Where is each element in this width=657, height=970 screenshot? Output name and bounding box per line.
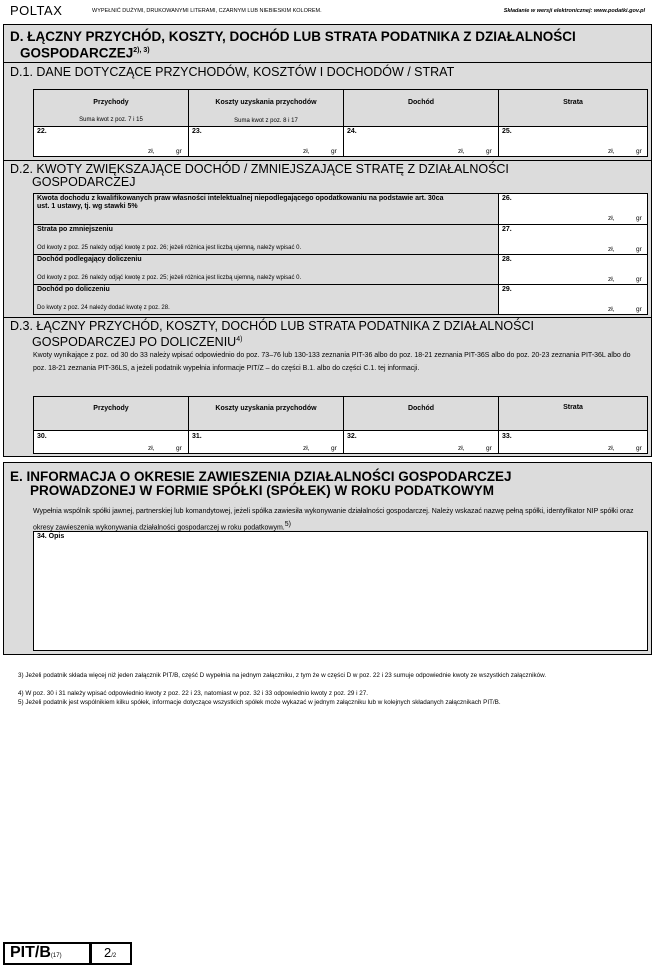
field-33-number: 33. (502, 433, 512, 440)
field-23-gr: gr (331, 148, 337, 155)
field-24[interactable] (343, 126, 499, 157)
field-30-gr: gr (176, 445, 182, 452)
section-d-title-line2: GOSPODARCZEJ (20, 45, 134, 61)
field-22-zl: zł, (148, 148, 155, 155)
field-32[interactable] (343, 430, 499, 454)
section-d-footnote-ref: 2), 3) (133, 47, 150, 54)
section-e-footnote-ref: 5) (284, 521, 291, 528)
field-31-zl: zł, (303, 445, 310, 452)
d3-col-label-dochod: Dochód (407, 405, 435, 412)
field-32-gr: gr (486, 445, 492, 452)
field-22-gr: gr (176, 148, 182, 155)
field-26[interactable] (498, 193, 648, 225)
d1-col-header-strata (498, 89, 648, 127)
field-28-number: 28. (502, 256, 512, 263)
field-34-label: 34. Opis (37, 533, 65, 540)
subsection-d2-title-line1: D.2. KWOTY ZWIĘKSZAJĄCE DOCHÓD / ZMNIEJSZAJĄCE STRATĘ Z DZIAŁALNOŚCI (10, 162, 509, 176)
field-29-gr: gr (636, 306, 642, 313)
d3-col-label-koszty: Koszty uzyskania przychodów (215, 405, 317, 412)
field-33[interactable] (498, 430, 648, 454)
field-25[interactable] (498, 126, 648, 157)
section-e-description-text: Wypełnia wspólnik spółki jawnej, partnerskiej lub komandytowej, jeżeli spółka zawiesiła wykonywanie działalności gospodarczej. Należy wskazać nazwę pełną spółki, identyfikator NIP spółki oraz okresy zawieszenia wykonywania działalności gospodarczej w roku podatkowym. (33, 508, 634, 532)
d3-col-header-strata (498, 396, 648, 431)
d2-row-28-label: Dochód podlegający doliczeniu (37, 256, 142, 263)
d2-row-29-label: Dochód po doliczeniu (37, 286, 110, 293)
field-27-zl: zł, (608, 246, 615, 253)
field-29-number: 29. (502, 286, 512, 293)
section-e-title (10, 470, 650, 498)
d1-note-przychody: Suma kwot z poz. 7 i 15 (79, 117, 143, 123)
field-23-zl: zł, (303, 148, 310, 155)
d3-intro: Kwoty wynikające z poz. od 30 do 33 należy wpisać odpowiednio do poz. 73–76 lub 130-133 zeznania PIT-36 albo do poz. 18-21 zeznania PIT-36S albo do poz. 20-23 zeznania PIT-36L albo do poz. 18-21 zeznania PIT-36LS, a jeżeli podatnik wypełnia informacje PIT/Z – do części B.1. albo do części C.1. tej informacji. (33, 352, 631, 372)
field-31-gr: gr (331, 445, 337, 452)
d3-footnote-ref: 4) (236, 336, 243, 343)
brand: POLTAX (10, 3, 63, 18)
section-d-title (10, 30, 650, 61)
field-22-number: 22. (37, 128, 47, 135)
d3-col-label-przychody: Przychody (93, 405, 129, 412)
field-31-number: 31. (192, 433, 202, 440)
field-30[interactable] (33, 430, 189, 454)
page-total: /2 (111, 953, 117, 959)
page-number (104, 945, 116, 960)
field-25-gr: gr (636, 148, 642, 155)
d2-row-26-label: Kwota dochodu z kwalifikowanych praw własności intelektualnej niepodlegającego opodatkowaniu na podstawie art. 30ca ust. 1 ustawy, tj. wg stawki 5% (37, 195, 444, 210)
field-30-zl: zł, (148, 445, 155, 452)
field-27[interactable] (498, 224, 648, 255)
field-33-zl: zł, (608, 445, 615, 452)
section-e-description (33, 505, 647, 534)
d1-col-label-dochod: Dochód (407, 99, 435, 106)
field-26-zl: zł, (608, 215, 615, 222)
field-27-gr: gr (636, 246, 642, 253)
field-29-zl: zł, (608, 306, 615, 313)
subsection-d1-title: D.1. DANE DOTYCZĄCE PRZYCHODÓW, KOSZTÓW I DOCHODÓW / STRAT (10, 65, 455, 79)
d1-col-label-strata: Strata (563, 99, 583, 106)
d1-col-header-dochod (343, 89, 499, 127)
field-25-zl: zł, (608, 148, 615, 155)
footnote-3: 3) Jeżeli podatnik składa więcej niż jeden załącznik PIT/B, część D wypełnia na jednym załączniku, z tym że w części D w poz. 22 i 23 sumuje odpowiednie kwoty ze wszystkich załączników. (18, 672, 547, 679)
d3-col-header-koszty (188, 396, 344, 431)
field-27-number: 27. (502, 226, 512, 233)
d1-col-label-przychody: Przychody (93, 99, 129, 106)
footnote-5: 5) Jeżeli podatnik jest wspólnikiem kilku spółek, informacje dotyczące wszystkich spółek może wykazać w jednym załączniku lub w kolejnych składanych załącznikach PIT/B. (18, 699, 501, 706)
footnote-4: 4) W poz. 30 i 31 należy wpisać odpowiednio kwoty z poz. 22 i 23, natomiast w poz. 32 i 33 odpowiednio kwoty z poz. 29 i 27. (18, 690, 369, 697)
form-id (10, 944, 62, 962)
fill-instruction: WYPEŁNIĆ DUŻYMI, DRUKOWANYMI LITERAMI, CZARNYM LUB NIEBIESKIM KOLOREM. (92, 8, 322, 14)
field-28[interactable] (498, 254, 648, 285)
field-32-number: 32. (347, 433, 357, 440)
d2-row-27-label: Strata po zmniejszeniu (37, 226, 113, 233)
field-26-number: 26. (502, 195, 512, 202)
subsection-d3-title-line1: D.3. ŁĄCZNY PRZYCHÓD, KOSZTY, DOCHÓD LUB STRATA PODATNIKA Z DZIAŁALNOŚCI (10, 319, 534, 333)
field-24-gr: gr (486, 148, 492, 155)
field-22[interactable] (33, 126, 189, 157)
field-25-number: 25. (502, 128, 512, 135)
subsection-d3-title-line2: GOSPODARCZEJ PO DOLICZENIU (32, 335, 237, 350)
field-23[interactable] (188, 126, 344, 157)
d2-row-29-note: Do kwoty z poz. 24 należy dodać kwotę z poz. 28. (37, 305, 170, 311)
form-name: PIT/B (10, 944, 51, 961)
field-23-number: 23. (192, 128, 202, 135)
field-34-opis[interactable] (33, 531, 648, 651)
page-current: 2 (104, 945, 112, 960)
field-24-number: 24. (347, 128, 357, 135)
field-30-number: 30. (37, 433, 47, 440)
field-31[interactable] (188, 430, 344, 454)
d2-row-27-note: Od kwoty z poz. 25 należy odjąć kwotę z poz. 26; jeżeli różnica jest liczbą ujemną, należy wpisać 0. (37, 245, 302, 251)
d1-note-koszty: Suma kwot z poz. 8 i 17 (234, 118, 298, 124)
field-28-zl: zł, (608, 276, 615, 283)
field-33-gr: gr (636, 445, 642, 452)
section-d-title-line1: D. ŁĄCZNY PRZYCHÓD, KOSZTY, DOCHÓD LUB STRATA PODATNIKA Z DZIAŁALNOŚCI (10, 29, 576, 44)
d3-col-header-dochod (343, 396, 499, 431)
field-29[interactable] (498, 284, 648, 315)
d3-col-header-przychody (33, 396, 189, 431)
subsection-d2-title (10, 163, 650, 189)
d2-row-28-note: Od kwoty z poz. 26 należy odjąć kwotę z poz. 25; jeżeli różnica jest liczbą ujemną, należy wpisać 0. (37, 275, 302, 281)
field-24-zl: zł, (458, 148, 465, 155)
form-version: (17) (50, 953, 62, 959)
d3-col-label-strata: Strata (563, 404, 583, 411)
d1-col-label-koszty: Koszty uzyskania przychodów (215, 99, 317, 106)
subsection-d3-title (10, 320, 650, 349)
field-32-zl: zł, (458, 445, 465, 452)
subsection-d2-title-line2: GOSPODARCZEJ (32, 175, 136, 189)
section-e-title-line1: E. INFORMACJA O OKRESIE ZAWIESZENIA DZIAŁALNOŚCI GOSPODARCZEJ (10, 469, 512, 484)
section-e-title-line2: PROWADZONEJ W FORMIE SPÓŁKI (SPÓŁEK) W ROKU PODATKOWYM (30, 483, 494, 498)
field-26-gr: gr (636, 215, 642, 222)
field-28-gr: gr (636, 276, 642, 283)
online-submission-note: Składanie w wersji elektronicznej: www.podatki.gov.pl (503, 8, 645, 14)
